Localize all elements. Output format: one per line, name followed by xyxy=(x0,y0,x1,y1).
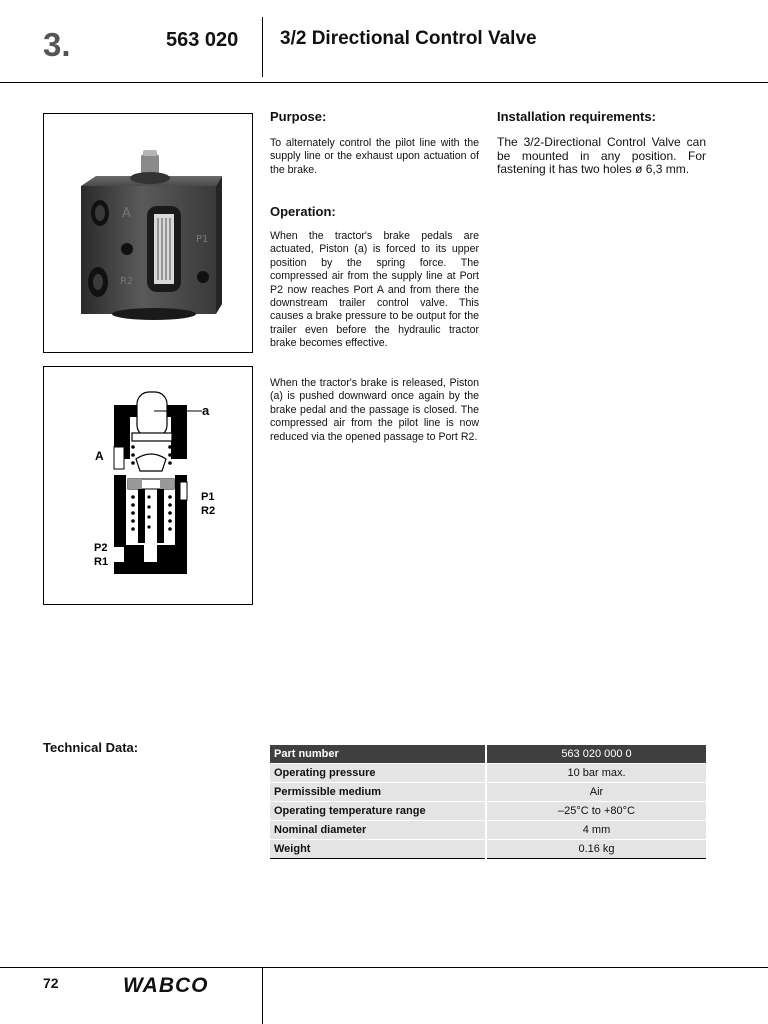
svg-text:A: A xyxy=(122,206,131,221)
table-value: 10 bar max. xyxy=(487,764,706,782)
product-photo xyxy=(44,114,252,352)
valve-schematic-frame xyxy=(43,366,253,605)
operation-heading: Operation: xyxy=(270,204,336,219)
label-port-r1: R1 xyxy=(94,556,109,568)
section-number: 3. xyxy=(43,26,71,63)
table-header-row xyxy=(270,745,706,763)
label-port-r2: R2 xyxy=(201,505,216,517)
footer-divider xyxy=(262,967,263,1024)
svg-text:R2: R2 xyxy=(120,276,134,287)
purpose-heading: Purpose: xyxy=(270,109,327,124)
installation-heading: Installation requirements: xyxy=(497,109,656,124)
part-number: 563 020 xyxy=(166,29,239,51)
label-port-a: A xyxy=(95,449,104,463)
label-port-p1: P1 xyxy=(201,491,215,503)
header-divider xyxy=(262,17,263,77)
label-a: a xyxy=(202,403,210,418)
table-row xyxy=(270,840,706,859)
header-rule xyxy=(0,82,768,83)
table-row xyxy=(270,783,706,801)
table-row xyxy=(270,764,706,782)
page-number: 72 xyxy=(43,975,59,991)
table-value: –25°C to +80°C xyxy=(487,802,706,820)
table-key: Part number xyxy=(270,745,485,763)
table-row xyxy=(270,802,706,820)
label-port-p2: P2 xyxy=(94,542,108,554)
table-row xyxy=(270,821,706,839)
table-value: 4 mm xyxy=(487,821,706,839)
table-value: 563 020 000 0 xyxy=(487,745,706,763)
table-value: 0.16 kg xyxy=(487,840,706,859)
table-key: Weight xyxy=(270,840,485,859)
valve-schematic xyxy=(44,367,252,604)
table-key: Operating pressure xyxy=(270,764,485,782)
wabco-logo: WABCO xyxy=(123,974,209,997)
operation-paragraph-2: When the tractor's brake is released, Piston (a) is pushed downward once again by the brake pedal and the passage is closed. The compressed air from the pilot line is now reduced via the opened passage to Port R2. xyxy=(270,377,479,443)
operation-paragraph-1: When the tractor's brake pedals are actuated, Piston (a) is forced to its upper position by the spring force. The compressed air from the supply line at Port P2 now reaches Port A and from there the downstream trailer control valve. This causes a brake pressure to be output for the trailer even before the hydraulic tractor brake becomes effective. xyxy=(270,230,479,350)
technical-data-label: Technical Data: xyxy=(43,740,139,755)
table-value: Air xyxy=(487,783,706,801)
purpose-text: To alternately control the pilot line with the supply line or the exhaust upon actuation of the brake. xyxy=(270,137,479,176)
technical-data-table xyxy=(270,744,706,860)
table-key: Nominal diameter xyxy=(270,821,485,839)
product-photo-frame xyxy=(43,113,253,353)
table-key: Operating temperature range xyxy=(270,802,485,820)
footer-rule xyxy=(0,967,768,968)
svg-text:P1: P1 xyxy=(196,234,209,245)
page-title: 3/2 Directional Control Valve xyxy=(280,28,537,49)
table-key: Permissible medium xyxy=(270,783,485,801)
installation-text: The 3/2-Directional Control Valve can be mounted in any position. For fastening it has two holes ø 6,3 mm. xyxy=(497,135,706,177)
